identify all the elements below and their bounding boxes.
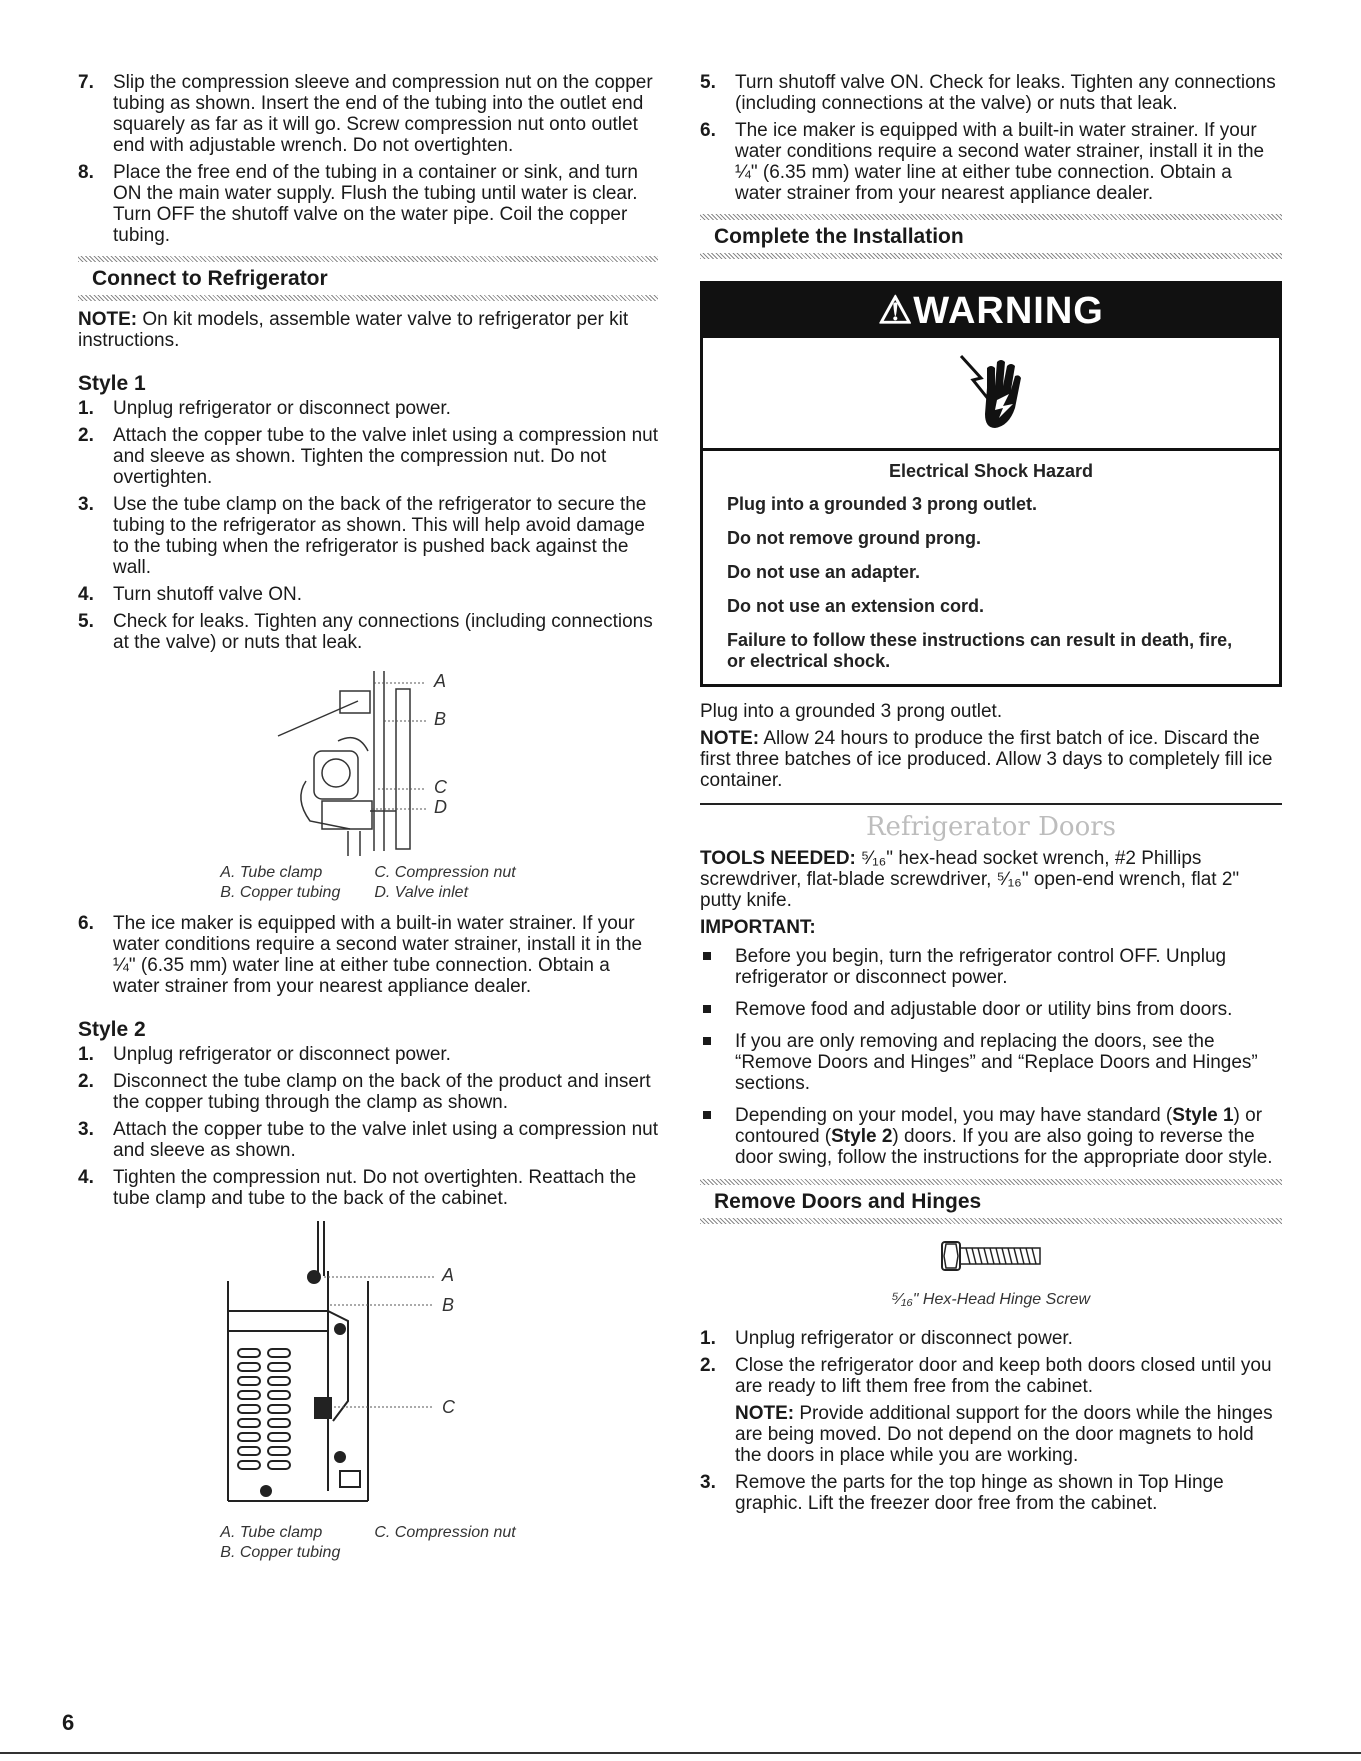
connect-section-heading: Connect to Refrigerator: [78, 256, 658, 301]
list-item: 3. Attach the copper tube to the valve inlet using a compression nut and sleeve as shown.: [78, 1119, 658, 1161]
hex-head-screw-icon: [936, 1234, 1046, 1278]
style1-valve-figure: [78, 661, 658, 861]
style1-heading: Style 1: [78, 372, 146, 395]
fig1-label-a: A: [434, 671, 447, 691]
list-item: If you are only removing and replacing the doors, see the “Remove Doors and Hinges” and “Replace Doors and Hinges” sections.: [700, 1031, 1282, 1094]
list-item: 3. Remove the parts for the top hinge as shown in Top Hinge graphic. Lift the freezer door free from the cabinet.: [700, 1472, 1224, 1514]
screw-caption: ⁵⁄₁₆" Hex-Head Hinge Screw: [891, 1291, 1091, 1308]
important-bullets: [700, 946, 1282, 1168]
divider: [78, 295, 658, 301]
fig2-label-b: B: [442, 1295, 455, 1315]
section-title: Refrigerator Doors: [865, 812, 1116, 842]
fig2-label-a: A: [442, 1265, 455, 1285]
list-item: 2. Attach the copper tube to the valve inlet using a compression nut and sleeve as shown. Tighten the compression nut. Do not overtighten.: [78, 425, 658, 488]
fig1-label-c: C: [434, 777, 447, 797]
fig2-label-c: C: [442, 1397, 455, 1417]
list-item: 5. Check for leaks. Tighten any connections (including connections at the valve) or nuts that leak.: [78, 611, 653, 653]
page-number: 6: [62, 1710, 75, 1735]
plug-text: Plug into a grounded 3 prong outlet.: [700, 701, 1003, 722]
valve-illustration: [78, 661, 658, 861]
complete-section-heading: Complete the Installation: [700, 214, 1282, 259]
kit-note: NOTE: On kit models, assemble water valve to refrigerator per kit instructions.: [78, 309, 629, 351]
list-item: 7. Slip the compression sleeve and compression nut on the copper tubing as shown. Insert the end of the tubing into the outlet end squarely as far as it will go. Screw compression nut onto outlet end with adjustable wrench. Do not overtighten.: [78, 72, 653, 156]
list-item: Remove food and adjustable door or utility bins from doors.: [700, 999, 1282, 1020]
style2-steps: [78, 1044, 658, 1209]
warning-header: ⚠WARNING: [703, 284, 1279, 338]
list-item: 2. Close the refrigerator door and keep both doors closed until you are ready to lift them free from the cabinet. NOTE: Provide additional support for the doors while the hinges are being moved. Do not depend on the door magnets to hold the doors in place while you are working.: [700, 1355, 1282, 1466]
list-item: 5. Turn shutoff valve ON. Check for leaks. Tighten any connections (including connections at the valve) or nuts that leak.: [700, 72, 1276, 114]
remove-section-heading: Remove Doors and Hinges: [700, 1179, 1282, 1224]
steps-top-right: [700, 72, 1282, 204]
electric-shock-icon: [703, 338, 1279, 451]
hinge-screw-figure: [700, 1234, 1282, 1283]
style1-step6: [78, 913, 658, 997]
list-item: Depending on your model, you may have standard (Style 1) or contoured (Style 2) doors. If you are also going to reverse the door swing, follow the instructions for the appropriate door style.: [700, 1105, 1282, 1168]
ice-note: NOTE: Allow 24 hours to produce the first batch of ice. Discard the first three batches of ice produced. Allow 3 days to completely fill ice container.: [700, 728, 1273, 791]
right-column: [700, 72, 1282, 1520]
left-column: [78, 72, 658, 1563]
fig1-label-d: D: [434, 797, 447, 817]
divider: [0, 1752, 1361, 1754]
list-item: 2. Disconnect the tube clamp on the back of the product and insert the copper tubing through the clamp as shown.: [78, 1071, 651, 1113]
warning-body: Electrical Shock Hazard Plug into a grounded 3 prong outlet. Do not remove ground prong. Do not use an adapter. Do not use an extension cord. Failure to follow these instructions can result in death, fire, or electrical shock.: [727, 461, 1233, 671]
fig2-caption: A. Tube clamp B. Copper tubing C. Compression nut: [220, 1524, 516, 1561]
list-item: 1. Unplug refrigerator or disconnect power.: [700, 1328, 1073, 1349]
divider: [700, 803, 1282, 805]
important-label: IMPORTANT:: [700, 917, 816, 938]
warning-box: [700, 281, 1282, 687]
list-item: 6. The ice maker is equipped with a built-in water strainer. If your water conditions require a second water strainer, install it in the ¼" (6.35 mm) water line at either tube connection. Obtain a water strainer from your nearest appliance dealer.: [700, 120, 1265, 204]
warning-triangle-icon: ⚠: [878, 290, 914, 332]
list-item: 1. Unplug refrigerator or disconnect power.: [78, 398, 451, 419]
divider: [700, 1218, 1282, 1224]
fig1-label-b: B: [434, 709, 447, 729]
style2-heading: Style 2: [78, 1018, 146, 1041]
list-item: 4. Turn shutoff valve ON.: [78, 584, 303, 605]
list-item: Before you begin, turn the refrigerator control OFF. Unplug refrigerator or disconnect power.: [700, 946, 1282, 988]
steps-top-left: [78, 72, 658, 246]
list-item: 3. Use the tube clamp on the back of the refrigerator to secure the tubing to the refrigerator as shown. This will help avoid damage to the tubing when the refrigerator is pushed back against the wall.: [78, 494, 647, 578]
doors-support-note: NOTE: Provide additional support for the doors while the hinges are being moved. Do not depend on the door magnets to hold the doors in place while you are working.: [735, 1403, 1273, 1466]
remove-steps: [700, 1328, 1282, 1514]
list-item: 6. The ice maker is equipped with a built-in water strainer. If your water conditions require a second water strainer, install it in the ¼" (6.35 mm) water line at either tube connection. Obtain a water strainer from your nearest appliance dealer.: [78, 913, 643, 997]
divider: [700, 253, 1282, 259]
list-item: 8. Place the free end of the tubing in a container or sink, and turn ON the main water supply. Flush the tubing until water is clear. Turn OFF the shutoff valve on the water pipe. Coil the copper tubing.: [78, 162, 638, 246]
list-item: 4. Tighten the compression nut. Do not overtighten. Reattach the tube clamp and tube to the back of the cabinet.: [78, 1167, 637, 1209]
style2-cabinet-figure: [78, 1221, 658, 1521]
list-item: 1. Unplug refrigerator or disconnect power.: [78, 1044, 451, 1065]
cabinet-illustration: [78, 1221, 658, 1521]
fig1-caption: A. Tube clamp B. Copper tubing C. Compression nut D. Valve inlet: [220, 864, 516, 901]
style1-steps: [78, 398, 658, 653]
tools-needed: TOOLS NEEDED: ⁵⁄₁₆" hex-head socket wrench, #2 Phillips screwdriver, flat-blade screwdriver, ⁵⁄₁₆" open-end wrench, flat 2" putty knife.: [700, 848, 1240, 911]
